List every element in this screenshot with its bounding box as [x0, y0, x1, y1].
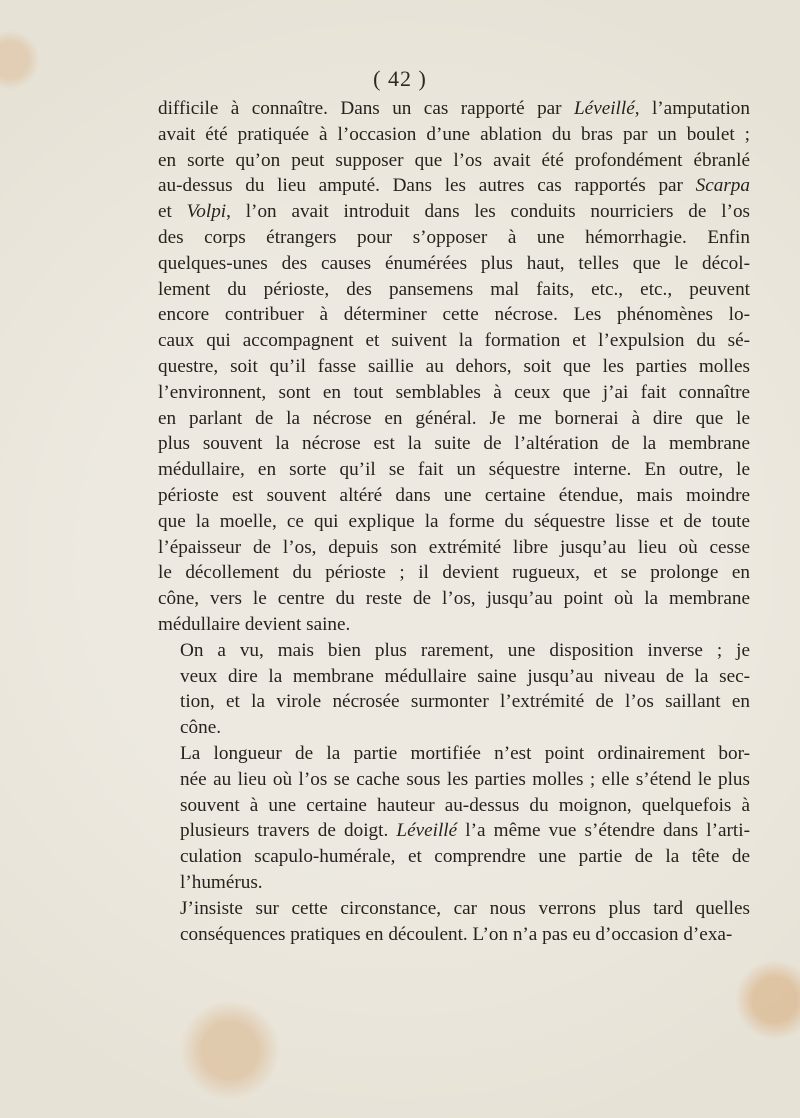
text-line: des corps étrangers pour s’opposer à une hémorrhagie. Enfin — [158, 226, 750, 248]
text-line: lement du périoste, des pansemens mal faits, etc., etc., peuvent — [158, 278, 750, 300]
text-line: médullaire, en sorte qu’il se fait un séquestre interne. En outre, le — [158, 459, 750, 481]
text-line: avait été pratiquée à l’occasion d’une ablation du bras par un boulet ; — [158, 123, 750, 145]
text-line: le décollement du périoste ; il devient rugueux, et se prolonge en — [158, 562, 750, 584]
text-line: l’épaisseur de l’os, depuis son extrémité libre jusqu’au lieu où cesse — [158, 536, 750, 558]
paragraph — [158, 638, 750, 741]
text-line: culation scapulo-humérale, et comprendre une partie de la tête de — [180, 846, 750, 868]
text-line: périoste est souvent altéré dans une certaine étendue, mais moindre — [158, 484, 750, 506]
text-line: l’humérus. — [180, 871, 263, 893]
text-line: quelques-unes des causes énumérées plus haut, telles que le décol- — [158, 252, 750, 274]
text-line: difficile à connaître. Dans un cas rapporté par Léveillé, l’amputation — [158, 98, 750, 119]
text-line: plusieurs travers de doigt. Léveillé l’a même vue s’étendre dans l’arti- — [180, 820, 750, 842]
text-line: encore contribuer à déterminer cette nécrose. Les phénomènes lo- — [158, 304, 750, 326]
text-line: et Volpi, l’on avait introduit dans les conduits nourriciers de l’os — [158, 201, 750, 223]
text-line: cône, vers le centre du reste de l’os, jusqu’au point où la membrane — [158, 588, 750, 610]
text-line: J’insiste sur cette circonstance, car nous verrons plus tard quelles — [180, 897, 750, 919]
text-line: cône. — [180, 717, 222, 739]
body-text — [158, 96, 750, 947]
paragraph — [158, 96, 750, 638]
text-line: La longueur de la partie mortifiée n’est point ordinairement bor- — [180, 742, 750, 764]
paragraph — [158, 741, 750, 896]
text-line: On a vu, mais bien plus rarement, une disposition inverse ; je — [180, 639, 750, 661]
text-line: caux qui accompagnent et suivent la formation et l’expulsion du sé- — [158, 330, 750, 352]
text-line: que la moelle, ce qui explique la forme du séquestre lisse et de toute — [158, 510, 750, 532]
text-line: tion, et la virole nécrosée surmonter l’extrémité de l’os saillant en — [180, 691, 750, 713]
text-line: au-dessus du lieu amputé. Dans les autres cas rapportés par Scarpa — [158, 175, 750, 197]
text-line: l’environnent, sont en tout semblables à ceux que j’ai fait connaître — [158, 381, 750, 403]
paragraph — [158, 896, 750, 948]
text-line: conséquences pratiques en découlent. L’on n’a pas eu d’occasion d’exa- — [180, 923, 733, 945]
text-line: questre, soit qu’il fasse saillie au dehors, soit que les parties molles — [158, 355, 750, 377]
page-number: ( 42 ) — [373, 66, 427, 91]
text-line: souvent à une certaine hauteur au-dessus du moignon, quelquefois à — [180, 794, 750, 816]
text-line: médullaire devient saine. — [158, 613, 351, 635]
text-line: plus souvent la nécrose est la suite de l’altération de la membrane — [158, 433, 750, 455]
text-line: veux dire la membrane médullaire saine jusqu’au niveau de la sec- — [180, 665, 750, 687]
text-line: en sorte qu’on peut supposer que l’os avait été profondément ébranlé — [158, 149, 750, 171]
text-line: en parlant de la nécrose en général. Je me bornerai à dire que le — [158, 407, 750, 429]
text-line: née au lieu où l’os se cache sous les parties molles ; elle s’étend le plus — [180, 768, 750, 790]
